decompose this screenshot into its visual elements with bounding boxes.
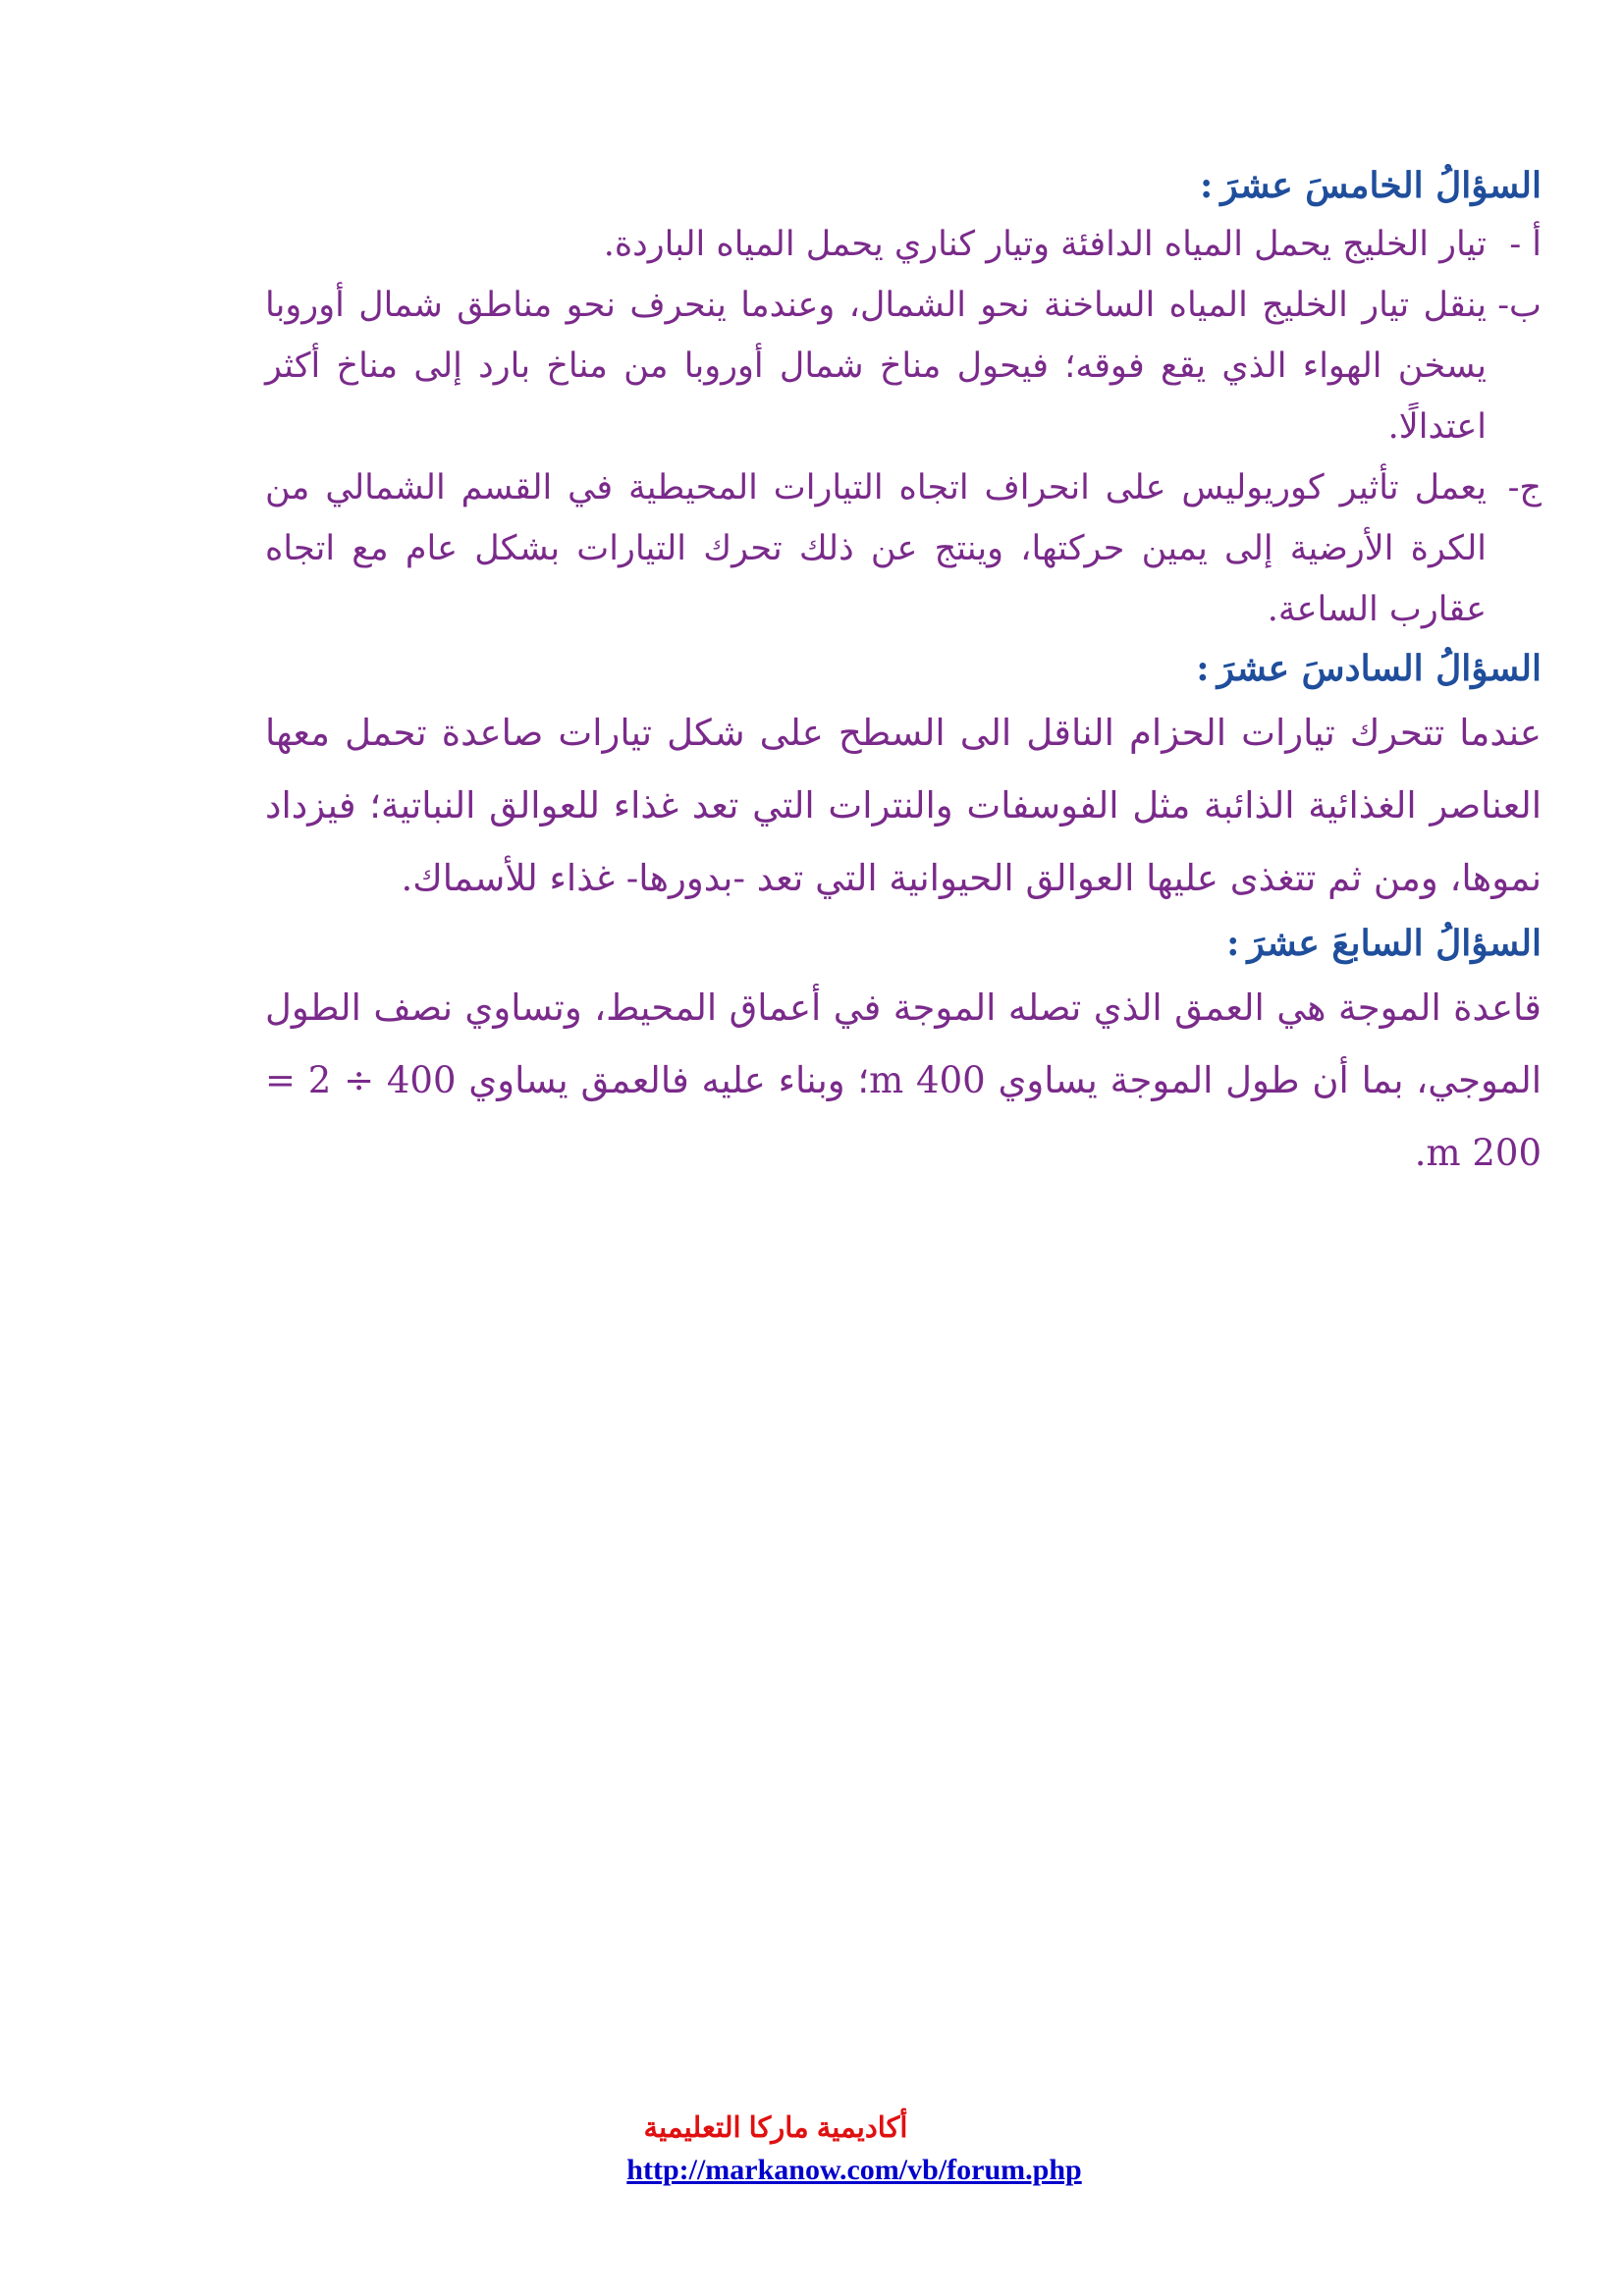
item-text: يعمل تأثير كوريوليس على انحراف اتجاه التيارات المحيطية في القسم الشمالي من الكرة الأرضية إلى يمين حركتها، وينتج عن ذلك تحرك التيارات بشكل عام مع اتجاه عقارب الساعة. [265,468,1487,629]
item-letter: ج- [1507,468,1542,507]
footer-academy-name: أكاديمية ماركا التعليمية [643,2112,908,2144]
question-16-heading: السؤالُ السادسَ عشرَ: [1196,648,1542,689]
question-15-heading: السؤالُ الخامسَ عشرَ: [1199,165,1542,206]
answers-content [265,157,1542,1190]
answer-17-text: قاعدة الموجة هي العمق الذي تصله الموجة في أعماق المحيط، وتساوي نصف الطول الموجي، بما أن طول الموجة يساوي 400 m؛ وبناء عليه فالعمق يساوي 400 ÷ 2 = 200 m. [265,987,1543,1174]
item-letter: ب- [1497,286,1542,325]
item-letter: أ - [1509,225,1542,264]
question-17-heading: السؤالُ السابعَ عشرَ: [1226,923,1542,964]
answer-16-text: عندما تتحرك تيارات الحزام الناقل الى السطح على شكل تيارات صاعدة تحمل معها العناصر الغذائية الذائبة مثل الفوسفات والنترات التي تعد غذاء للعوالق النباتية؛ فيزداد نموها، ومن ثم تتغذى عليها العوالق الحيوانية التي تعد -بدورها- غذاء للأسماك. [265,712,1542,899]
item-text: ينقل تيار الخليج المياه الساخنة نحو الشمال، وعندما ينحرف نحو مناطق شمال أوروبا يسخن الهواء الذي يقع فوقه؛ فيحول مناخ شمال أوروبا من مناخ بارد إلى مناخ أكثر اعتدالًا. [265,286,1487,447]
item-text: تيار الخليج يحمل المياه الدافئة وتيار كناري يحمل المياه الباردة. [603,225,1487,264]
answer-15-b [265,275,1542,457]
footer-forum-link[interactable]: http://markanow.com/vb/forum.php [626,2154,1082,2186]
answer-15-c [265,457,1542,640]
answer-15-a [265,214,1542,275]
